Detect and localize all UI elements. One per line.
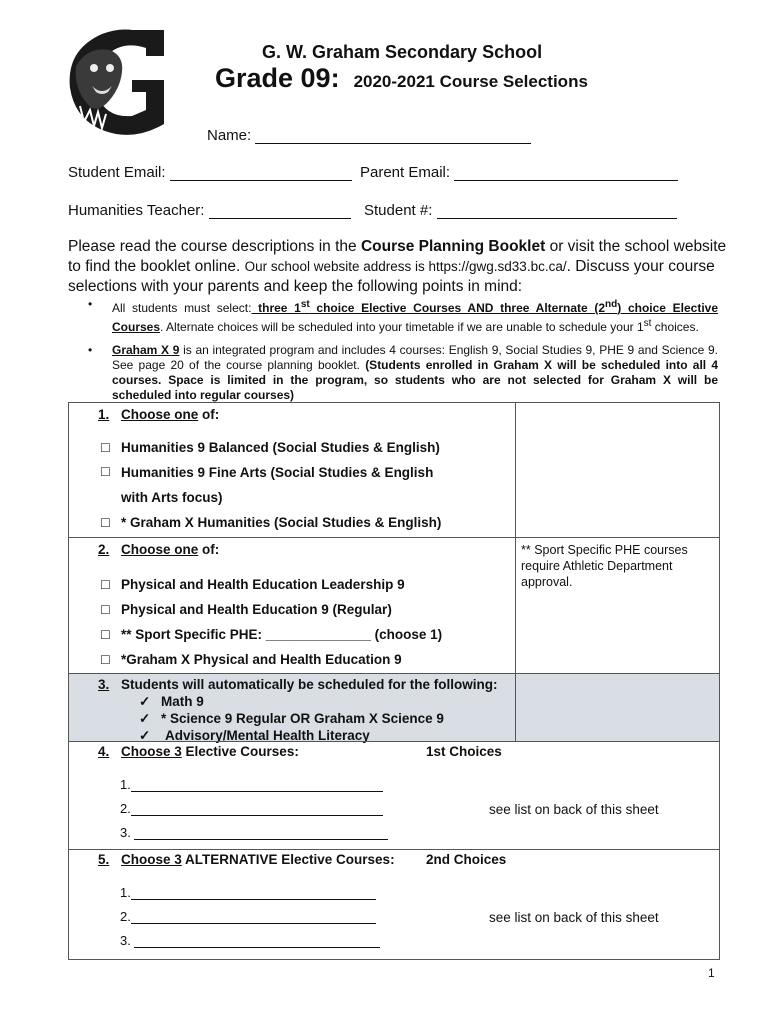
section-1-number: 1. [98, 407, 110, 422]
student-number-line[interactable] [437, 218, 677, 219]
school-website[interactable]: Our school website address is https://gwg.sd33.bc.ca/ [244, 259, 567, 274]
intro-text-3: . Discuss your course selections with your parents and keep the following points in mind: [68, 258, 715, 295]
section-4 [69, 741, 719, 850]
section-2-number: 2. [98, 542, 110, 557]
sport-specific-note: ** Sport Specific PHE courses require Athletic Department approval. [521, 543, 688, 589]
bullet-1-f: choices. [651, 320, 699, 334]
student-email-line[interactable] [170, 180, 352, 181]
auto-science-9: * Science 9 Regular OR Graham X Science 9 [161, 711, 444, 726]
section-3-title: Students will automatically be scheduled for the following: [121, 677, 498, 692]
checkbox-icon[interactable]: ☐ [100, 628, 111, 642]
checkmark-icon: ✓ [139, 694, 151, 709]
blank-1-num: 1. [120, 777, 131, 792]
option-humanities-fine-arts: Humanities 9 Fine Arts (Social Studies & English [121, 465, 434, 480]
bullet-1-sup-2: nd [605, 299, 618, 310]
checkbox-icon[interactable]: ☐ [100, 578, 111, 592]
grade-label: Grade 09: [215, 63, 340, 93]
grizzly-g-logo-icon [62, 26, 170, 138]
section-5 [69, 849, 719, 959]
checkmark-icon: ✓ [139, 711, 151, 726]
option-humanities-fine-arts-cont: with Arts focus) [121, 490, 223, 505]
checkbox-icon[interactable]: ☐ [100, 465, 111, 479]
bullet-1-sup-1: st [300, 299, 310, 310]
section-5-rest: ALTERNATIVE Elective Courses: [181, 852, 395, 867]
bullet-2-a: Graham X 9 [112, 343, 180, 357]
section-3-number: 3. [98, 677, 110, 692]
option-humanities-balanced: Humanities 9 Balanced (Social Studies & English) [121, 440, 440, 455]
alt-blank-3-num: 3. [120, 933, 131, 948]
bullet-graham-x: • Graham X 9 is an integrated program and includes 4 courses: English 9, Social Studies 9, PHE 9 and Science 9. See page 20 of the course planning booklet. (Students enrolled in Graham X will be scheduled into all 4 courses. Space is limited in the program, so students who are not selected for Graham X will be scheduled into regular courses) [88, 343, 718, 402]
page-number: 1 [708, 966, 715, 980]
option-graham-x-phe: *Graham X Physical and Health Education 9 [121, 652, 402, 667]
intro-booklet: Course Planning Booklet [360, 238, 546, 255]
section-4-title: Choose 3 [121, 744, 182, 759]
bullet-elective: • All students must select: three 1st choice Elective Courses AND three Alternate (2nd) choice Elective Courses. Alternate choices will be scheduled into your timetable if we are unable to schedule your 1st choices. [88, 297, 719, 334]
student-number-label: Student #: [364, 202, 433, 219]
school-name: G. W. Graham Secondary School [262, 42, 543, 62]
intro-paragraph [68, 237, 728, 297]
checkbox-icon[interactable]: ☐ [100, 441, 111, 455]
name-label: Name: [207, 127, 252, 144]
alternate-3-line[interactable] [120, 933, 380, 948]
bullet-1-b-text: three 1 [251, 301, 301, 315]
checkbox-icon[interactable]: ☐ [100, 653, 111, 667]
student-email-field[interactable] [68, 164, 352, 181]
checkbox-icon[interactable]: ☐ [100, 516, 111, 530]
section-1-title: Choose one [121, 407, 199, 422]
section-3 [69, 673, 719, 742]
elective-2-line[interactable] [120, 801, 383, 816]
option-phe-regular: Physical and Health Education 9 (Regular) [121, 602, 392, 617]
bullet-1-e: . Alternate choices will be scheduled into your timetable if we are unable to schedule your 1 [160, 320, 644, 334]
blank-2-num: 2. [120, 801, 131, 816]
student-number-field[interactable] [364, 202, 677, 219]
elective-1-line[interactable] [120, 777, 383, 792]
section-1 [69, 403, 719, 537]
elective-3-line[interactable] [120, 825, 388, 840]
second-choices-label: 2nd Choices [426, 852, 507, 867]
see-list-note-1: see list on back of this sheet [489, 802, 659, 817]
auto-math-9: Math 9 [161, 694, 204, 709]
parent-email-field[interactable] [360, 164, 678, 181]
alt-blank-2-num: 2. [120, 909, 131, 924]
instruction-list [88, 297, 718, 409]
course-selection-table [68, 402, 720, 960]
option-sport-specific-phe: ** Sport Specific PHE: ______________ (choose 1) [121, 627, 443, 642]
alternate-2-line[interactable] [120, 909, 376, 924]
bullet-1-c: choice Elective Courses AND three Alternate (2 [309, 301, 606, 315]
section-2-of: of: [198, 542, 220, 557]
section-5-title: Choose 3 [121, 852, 182, 867]
checkmark-icon: ✓ [139, 728, 151, 743]
section-1-of: of: [198, 407, 220, 422]
section-4-rest: Elective Courses: [181, 744, 299, 759]
bullet-1-a: All students must select: [112, 301, 252, 315]
humanities-teacher-line[interactable] [209, 218, 351, 219]
parent-email-label: Parent Email: [360, 164, 451, 181]
bullet-2-c: (Students enrolled in Graham X will be scheduled into all 4 courses. Space is limited in the program, so students who are not selected for Graham X will be scheduled into regular courses) [112, 358, 718, 402]
student-email-label: Student Email: [68, 164, 166, 181]
first-choices-label: 1st Choices [426, 744, 502, 759]
option-graham-x-humanities: * Graham X Humanities (Social Studies & English) [121, 515, 442, 530]
parent-email-line[interactable] [454, 180, 678, 181]
school-year: 2020-2021 Course Selections [353, 72, 588, 91]
humanities-teacher-label: Humanities Teacher: [68, 202, 205, 219]
intro-text-2: or visit the school website to find the booklet online. [68, 238, 727, 275]
section-2 [69, 537, 719, 674]
auto-advisory: Advisory/Mental Health Literacy [165, 728, 370, 743]
section-2-title: Choose one [121, 542, 199, 557]
bullet-2-b: is an integrated program and includes 4 courses: English 9, Social Studies 9, PHE 9 and Science 9. See page 20 of the course planning booklet. [112, 343, 718, 372]
name-line[interactable] [255, 143, 531, 144]
option-phe-leadership: Physical and Health Education Leadership 9 [121, 577, 405, 592]
section-4-number: 4. [98, 744, 110, 759]
alternate-1-line[interactable] [120, 885, 376, 900]
name-field[interactable] [207, 127, 531, 144]
bullet-1-sup-3: st [643, 318, 652, 329]
humanities-teacher-field[interactable] [68, 202, 351, 219]
checkbox-icon[interactable]: ☐ [100, 603, 111, 617]
alt-blank-1-num: 1. [120, 885, 131, 900]
bullet-1-d: ) choice Elective Courses [112, 301, 719, 334]
intro-text-1: Please read the course descriptions in the [68, 238, 361, 255]
blank-3-num: 3. [120, 825, 131, 840]
see-list-note-2: see list on back of this sheet [489, 910, 659, 925]
section-5-number: 5. [98, 852, 110, 867]
page-title [215, 63, 588, 94]
